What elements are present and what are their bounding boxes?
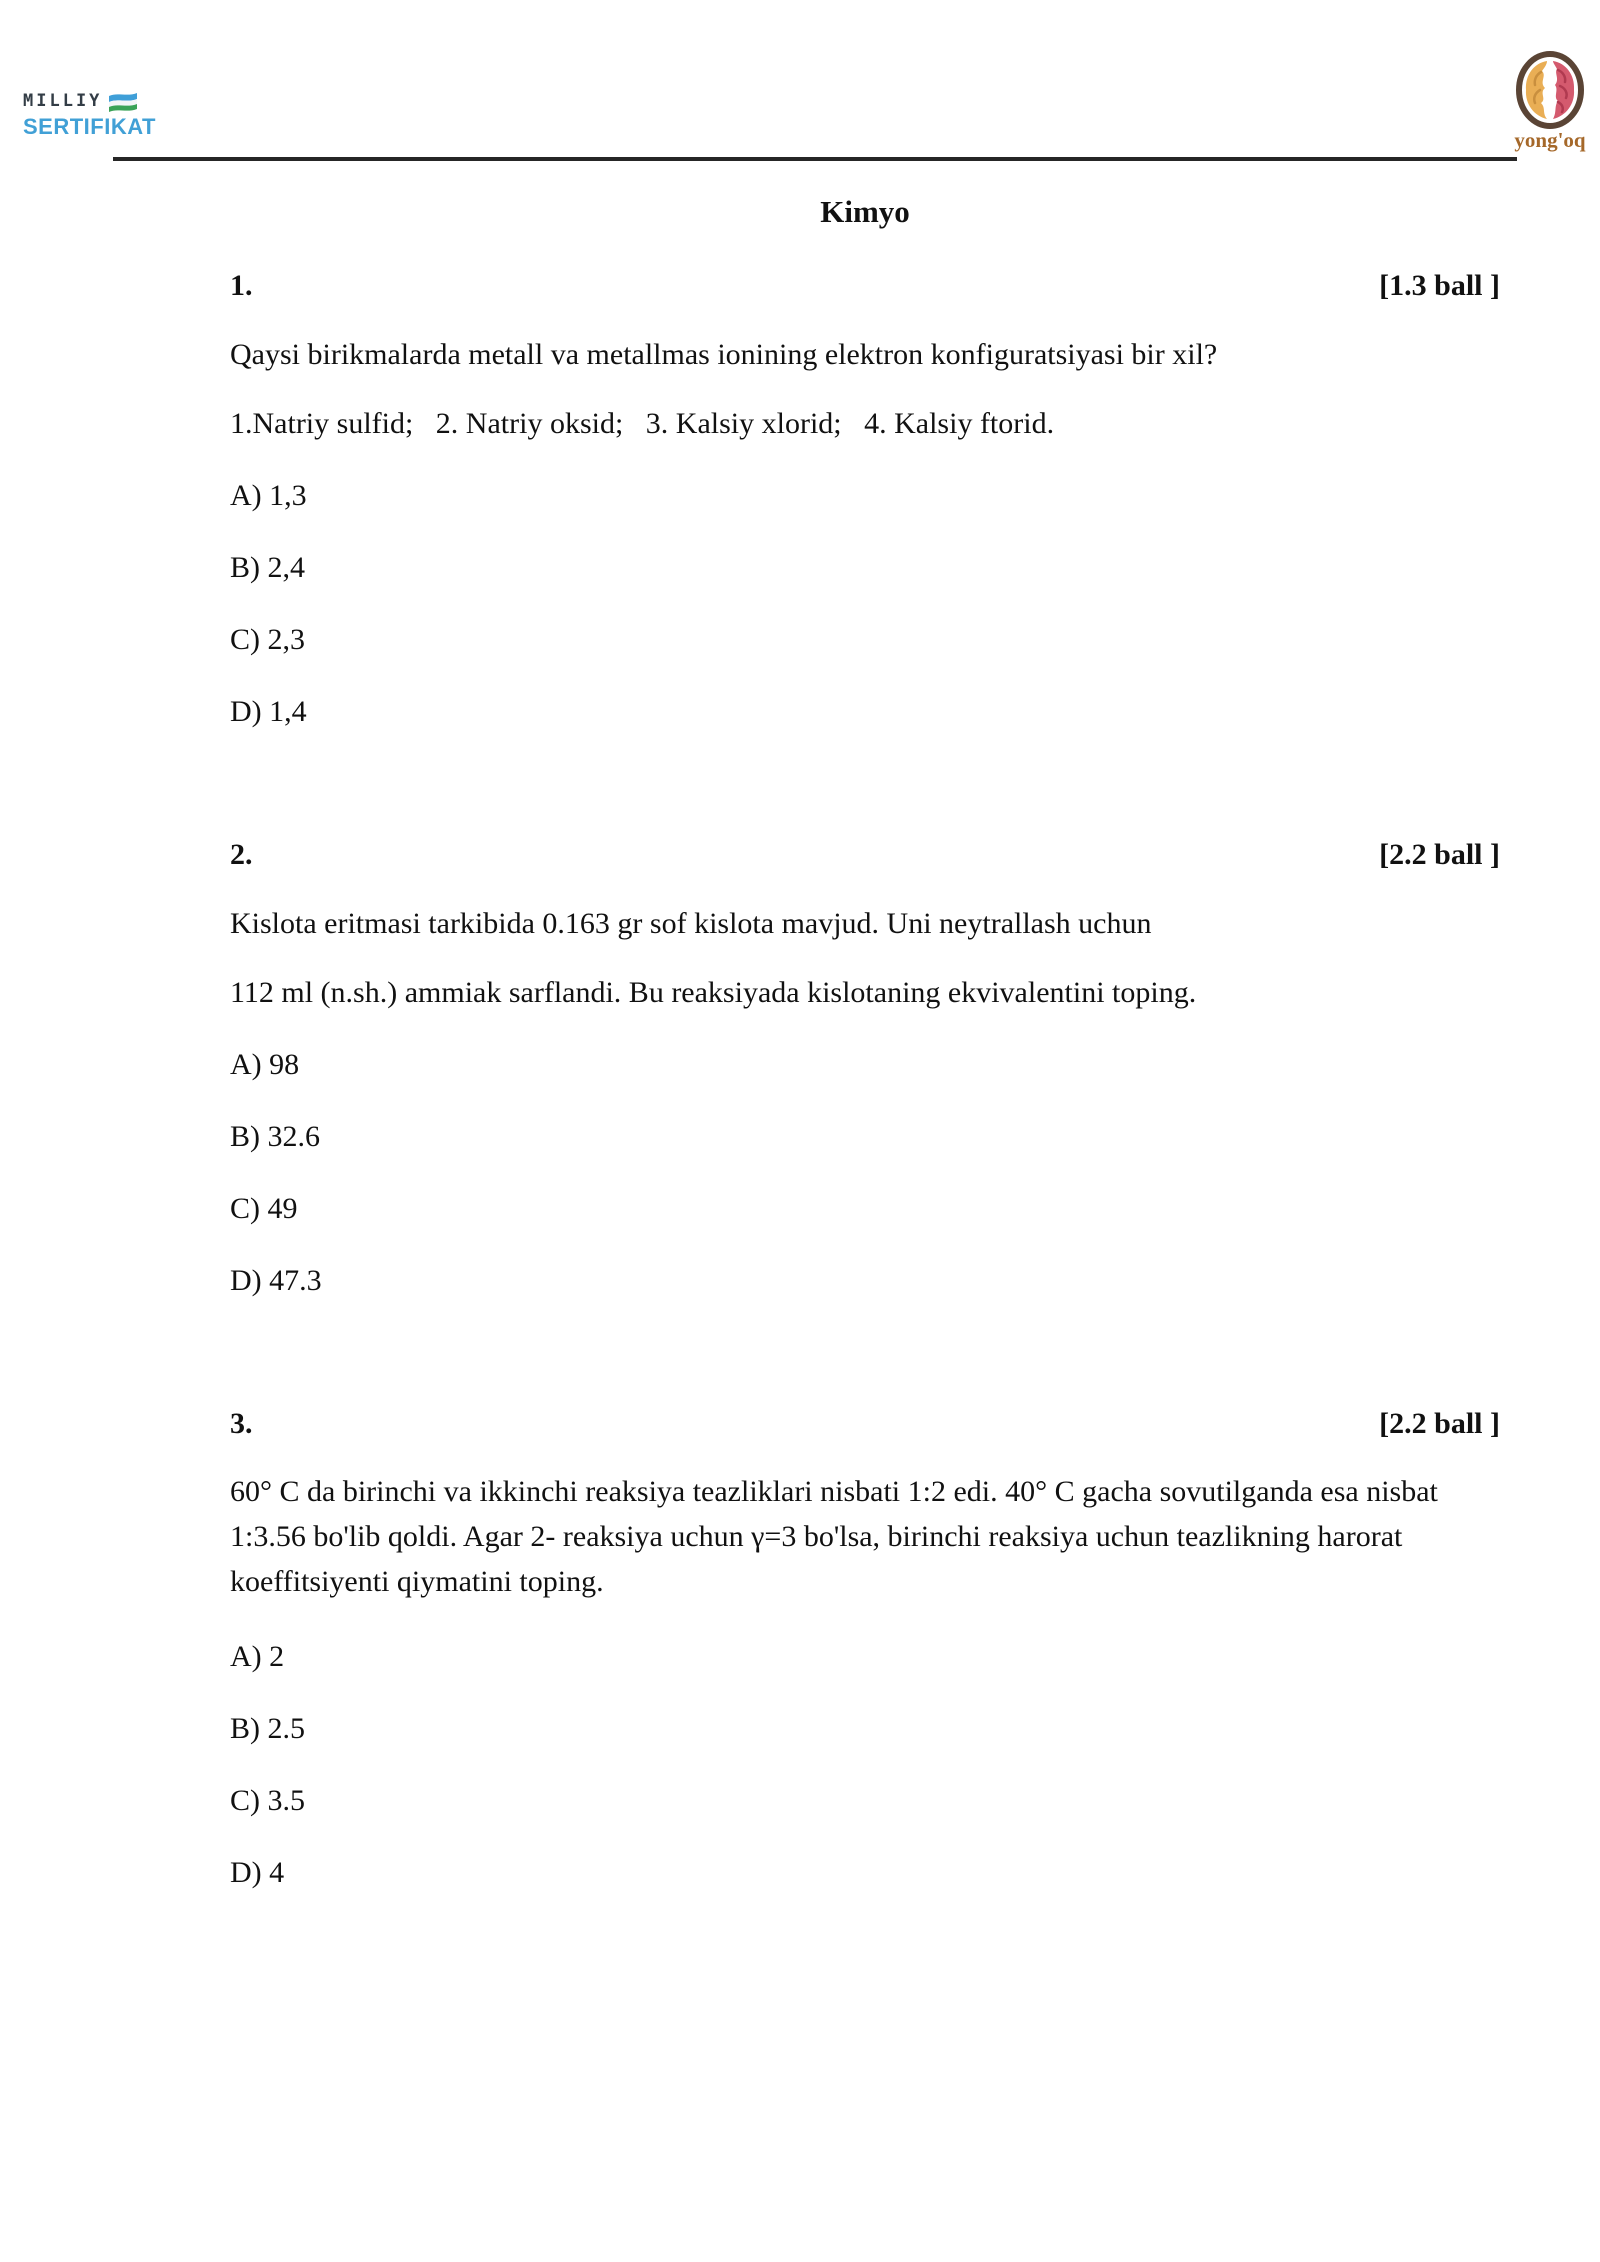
question-2-text-line-1: Kislota eritmasi tarkibida 0.163 gr sof kislota mavjud. Uni neytrallash uchun	[230, 907, 1152, 940]
milliy-row	[23, 90, 156, 114]
page-title: Kimyo	[820, 194, 910, 229]
yongoq-logo	[1504, 50, 1596, 153]
sertifikat-wordmark: SERTIFIKAT	[23, 114, 156, 139]
question-2-option-b: B) 32.6	[230, 1120, 320, 1153]
question-1	[230, 266, 1500, 731]
question-3-option-c: C) 3.5	[230, 1784, 305, 1817]
question-1-option-a: A) 1,3	[230, 479, 307, 512]
question-2-header	[230, 835, 1500, 874]
milliy-wordmark: MILLIY	[23, 91, 103, 111]
question-1-points: [1.3 ball ]	[1379, 269, 1500, 302]
question-2	[230, 835, 1500, 1300]
question-2-option-c: C) 49	[230, 1192, 298, 1225]
question-3-points: [2.2 ball ]	[1379, 1407, 1500, 1440]
question-1-option-b: B) 2,4	[230, 551, 305, 584]
question-1-option-c: C) 2,3	[230, 623, 305, 656]
question-3-option-d: D) 4	[230, 1856, 285, 1889]
question-3-option-a: A) 2	[230, 1640, 285, 1673]
question-2-option-d: D) 47.3	[230, 1264, 322, 1297]
question-1-items: 1.Natriy sulfid; 2. Natriy oksid; 3. Kalsiy xlorid; 4. Kalsiy ftorid.	[230, 407, 1055, 440]
question-1-header	[230, 266, 1500, 305]
question-3-number: 3.	[230, 1407, 253, 1440]
milliy-sertifikat-logo	[23, 90, 156, 138]
question-3-header	[230, 1404, 1500, 1443]
yongoq-wordmark: yong'oq	[1514, 128, 1586, 152]
question-2-number: 2.	[230, 838, 253, 871]
question-1-option-d: D) 1,4	[230, 695, 307, 728]
question-3-option-b: B) 2.5	[230, 1712, 305, 1745]
question-3	[230, 1404, 1500, 1892]
question-1-text: Qaysi birikmalarda metall va metallmas ionining elektron konfiguratsiyasi bir xil?	[230, 338, 1218, 371]
test-content	[230, 180, 1500, 1925]
question-2-option-a: A) 98	[230, 1048, 300, 1081]
walnut-brain-icon	[1504, 50, 1596, 130]
question-2-points: [2.2 ball ]	[1379, 838, 1500, 871]
uzbekistan-flag-icon	[107, 90, 139, 114]
question-3-text: 60° C da birinchi va ikkinchi reaksiya teazliklari nisbati 1:2 edi. 40° C gacha sovutilganda esa nisbat 1:3.56 bo'lib qoldi. Agar 2- reaksiya uchun γ=3 bo'lsa, birinchi reaksiya uchun teazlikning harorat koeffitsiyenti qiymatini toping.	[230, 1475, 1446, 1598]
question-2-text-line-2: 112 ml (n.sh.) ammiak sarflandi. Bu reaksiyada kislotaning ekvivalentini toping.	[230, 976, 1197, 1009]
header-divider	[113, 157, 1517, 161]
question-1-number: 1.	[230, 269, 253, 302]
